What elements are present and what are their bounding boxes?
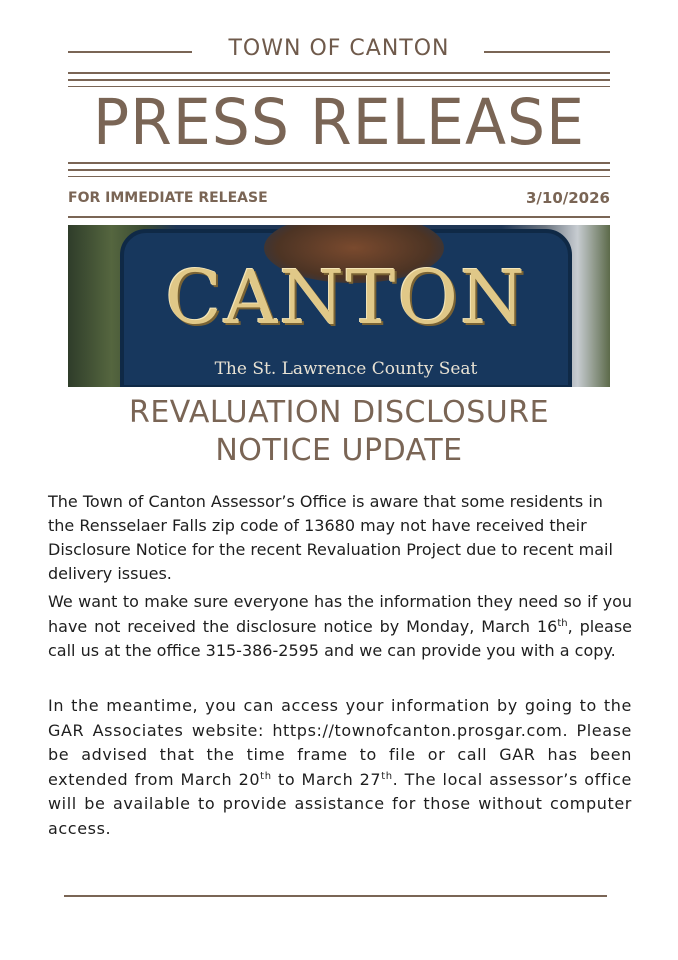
release-date: 3/10/2026 (525, 189, 610, 207)
sign-subtitle: The St. Lawrence County Seat (214, 359, 478, 379)
paragraph-2-part-a: We want to make sure everyone has the information they need so if you have not received the disclosure notice by Monday, March 16 (48, 592, 632, 636)
headline (68, 394, 610, 470)
paragraph-1: The Town of Canton Assessor’s Office is aware that some residents in the Rensselaer Falls zip code of 13680 may not have received their Disclosure Notice for the recent Revaluation Project due to recent mail delivery issues. (48, 492, 613, 583)
paragraph-3-part-c: . The local assessor’s office will be available to provide assistance for those without computer access. (48, 769, 632, 838)
title-rule-bottom-2 (68, 169, 610, 171)
footer-rule (64, 895, 607, 897)
release-label: FOR IMMEDIATE RELEASE (68, 190, 268, 206)
paragraph-2-part-b: , please call us at the office 315-386-2595 and we can provide you with a copy. (48, 616, 632, 660)
paragraph-2 (48, 590, 632, 664)
canton-sign (120, 229, 572, 387)
paragraph-3-part-b: to March 27 (271, 769, 382, 789)
canton-sign-photo (68, 225, 610, 387)
page-title: PRESS RELEASE (92, 86, 585, 160)
headline-line-2: NOTICE UPDATE (215, 433, 463, 468)
title-rule-top-2 (68, 79, 610, 81)
date-rule (68, 216, 610, 218)
title-rule-bottom-1 (68, 162, 610, 164)
title-rule-top-1 (68, 72, 610, 74)
paragraph-3-sup-2: th (381, 770, 393, 782)
paragraph-3-part-a: In the meantime, you can access your information by going to the GAR Associates website: https://townofcanton.prosgar.com. Please be advised that the time frame to file or call GAR has been extended from March 20 (48, 696, 632, 789)
paragraph-2-sup: th (557, 617, 568, 629)
sign-name: CANTON (165, 255, 527, 341)
town-name: TOWN OF CANTON (228, 36, 450, 61)
headline-line-1: REVALUATION DISCLOSURE (128, 395, 550, 430)
paragraph-3 (48, 694, 632, 841)
paragraph-3-sup-1: th (260, 770, 272, 782)
title-rule-bottom-3 (68, 176, 610, 177)
